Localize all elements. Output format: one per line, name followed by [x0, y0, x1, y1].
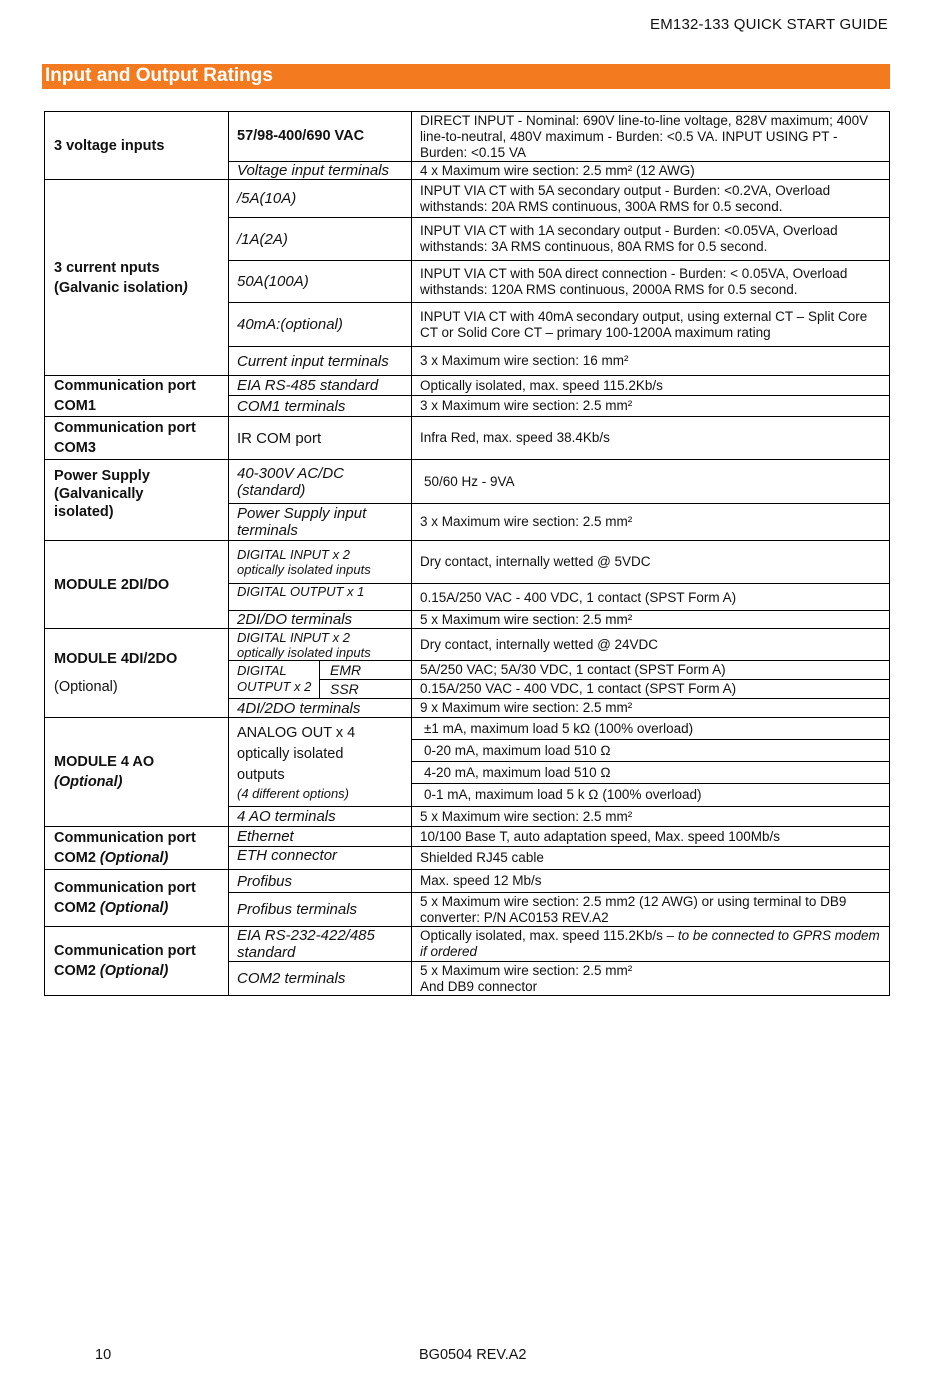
desc-cell: 3 x Maximum wire section: 2.5 mm²	[412, 396, 890, 417]
spec-cell: 4 AO terminals	[229, 807, 412, 827]
desc-cell: 10/100 Base T, auto adaptation speed, Max. speed 100Mb/s	[412, 827, 890, 847]
table-row	[45, 541, 890, 584]
category-cell: 3 voltage inputs	[45, 112, 229, 180]
desc-cell: 9 x Maximum wire section: 2.5 mm²	[412, 699, 890, 718]
desc-cell: 5 x Maximum wire section: 2.5 mm²	[412, 611, 890, 629]
spec-cell: EIA RS-485 standard	[229, 376, 412, 396]
section-banner	[42, 64, 890, 89]
spec-cell: EIA RS-232-422/485 standard	[229, 927, 412, 962]
table-row	[45, 180, 890, 218]
desc-cell: Shielded RJ45 cable	[412, 847, 890, 870]
spec-cell: 40mA:(optional)	[229, 303, 412, 347]
desc-cell: INPUT VIA CT with 40mA secondary output, using external CT – Split Core CT or Solid Core CT – primary 100-1200A maximum rating	[412, 303, 890, 347]
category-cell: Communication port COM2 (Optional)	[45, 870, 229, 927]
category-cell: Communication port COM3	[45, 417, 229, 460]
spec-cell: DIGITAL INPUT x 2 optically isolated inputs	[229, 629, 412, 661]
desc-cell: INPUT VIA CT with 5A secondary output - Burden: <0.2VA, Overload withstands: 20A RMS continuous, 300A RMS for 0.5 second.	[412, 180, 890, 218]
desc-cell: Max. speed 12 Mb/s	[412, 870, 890, 893]
document-code: BG0504 REV.A2	[419, 1347, 527, 1363]
desc-cell: Dry contact, internally wetted @ 24VDC	[412, 629, 890, 661]
spec-cell: 40-300V AC/DC (standard)	[229, 460, 412, 504]
spec-cell: DIGITAL INPUT x 2 optically isolated inputs	[229, 541, 412, 584]
ratings-table	[44, 111, 889, 996]
desc-cell: Optically isolated, max. speed 115.2Kb/s	[412, 376, 890, 396]
spec-cell: Ethernet	[229, 827, 412, 847]
spec-cell: 2DI/DO terminals	[229, 611, 412, 629]
desc-cell: 4 x Maximum wire section: 2.5 mm² (12 AWG)	[412, 162, 890, 180]
desc-cell: 5A/250 VAC; 5A/30 VDC, 1 contact (SPST Form A)	[412, 661, 890, 680]
document-header: EM132-133 QUICK START GUIDE	[650, 16, 888, 33]
category-cell: Power Supply (Galvanically isolated)	[45, 460, 229, 541]
spec-cell: Power Supply input terminals	[229, 504, 412, 541]
page-number: 10	[95, 1347, 112, 1363]
category-cell: Communication port COM1	[45, 376, 229, 417]
desc-cell: 50/60 Hz - 9VA	[412, 460, 890, 504]
desc-cell: DIRECT INPUT - Nominal: 690V line-to-line voltage, 828V maximum; 400V line-to-neutral, 480V maximum - Burden: <0.5 VA. INPUT USING PT - Burden: <0.15 VA	[412, 112, 890, 162]
category-cell: Communication port COM2 (Optional)	[45, 827, 229, 870]
category-cell: MODULE 4DI/2DO (Optional)	[45, 629, 229, 718]
desc-cell: Infra Red, max. speed 38.4Kb/s	[412, 417, 890, 460]
table-row	[45, 927, 890, 962]
section-title: Input and Output Ratings	[45, 65, 273, 86]
category-cell: MODULE 4 AO (Optional)	[45, 718, 229, 827]
spec-cell: COM2 terminals	[229, 962, 412, 996]
desc-cell: Optically isolated, max. speed 115.2Kb/s – to be connected to GPRS modem if ordered	[412, 927, 890, 962]
desc-cell: 5 x Maximum wire section: 2.5 mm² And DB9 connector	[412, 962, 890, 996]
desc-cell: 4-20 mA, maximum load 510 Ω	[412, 762, 890, 784]
desc-cell: 0-1 mA, maximum load 5 k Ω (100% overload)	[412, 784, 890, 807]
table-row	[45, 827, 890, 847]
spec-cell: DIGITAL OUTPUT x 1	[229, 584, 412, 611]
spec-cell: DIGITAL OUTPUT x 2 EMR SSR	[229, 661, 412, 699]
spec-cell: ETH connector	[229, 847, 412, 870]
desc-cell: 3 x Maximum wire section: 2.5 mm²	[412, 504, 890, 541]
spec-cell: ANALOG OUT x 4 optically isolated outputs (4 different options)	[229, 718, 412, 807]
category-cell: 3 current nputs (Galvanic isolation)	[45, 180, 229, 376]
table-row	[45, 376, 890, 396]
desc-cell: 0.15A/250 VAC - 400 VDC, 1 contact (SPST Form A)	[412, 584, 890, 611]
spec-cell: /1A(2A)	[229, 218, 412, 261]
spec-cell: Profibus	[229, 870, 412, 893]
spec-cell: 4DI/2DO terminals	[229, 699, 412, 718]
spec-cell: Profibus terminals	[229, 893, 412, 927]
table-row	[45, 417, 890, 460]
table-row	[45, 629, 890, 661]
spec-cell: 50A(100A)	[229, 261, 412, 303]
table-row	[45, 112, 890, 162]
desc-cell: 5 x Maximum wire section: 2.5 mm²	[412, 807, 890, 827]
desc-cell: INPUT VIA CT with 1A secondary output - Burden: <0.05VA, Overload withstands: 3A RMS continuous, 80A RMS for 0.5 second.	[412, 218, 890, 261]
desc-cell: 0-20 mA, maximum load 510 Ω	[412, 740, 890, 762]
desc-cell: INPUT VIA CT with 50A direct connection - Burden: < 0.05VA, Overload withstands: 120A RMS continuous, 2000A RMS for 0.5 second.	[412, 261, 890, 303]
table-row	[45, 460, 890, 504]
desc-cell: ±1 mA, maximum load 5 kΩ (100% overload)	[412, 718, 890, 740]
spec-cell: COM1 terminals	[229, 396, 412, 417]
spec-cell: Voltage input terminals	[229, 162, 412, 180]
category-cell: MODULE 2DI/DO	[45, 541, 229, 629]
category-cell: Communication port COM2 (Optional)	[45, 927, 229, 996]
spec-cell: IR COM port	[229, 417, 412, 460]
desc-cell: 3 x Maximum wire section: 16 mm²	[412, 347, 890, 376]
desc-cell: 0.15A/250 VAC - 400 VDC, 1 contact (SPST Form A)	[412, 680, 890, 699]
table-row	[45, 870, 890, 893]
spec-cell: 57/98-400/690 VAC	[229, 112, 412, 162]
table-row	[45, 718, 890, 740]
desc-cell: Dry contact, internally wetted @ 5VDC	[412, 541, 890, 584]
spec-cell: /5A(10A)	[229, 180, 412, 218]
desc-cell: 5 x Maximum wire section: 2.5 mm2 (12 AWG) or using terminal to DB9 converter: P/N AC0153 REV.A2	[412, 893, 890, 927]
spec-cell: Current input terminals	[229, 347, 412, 376]
